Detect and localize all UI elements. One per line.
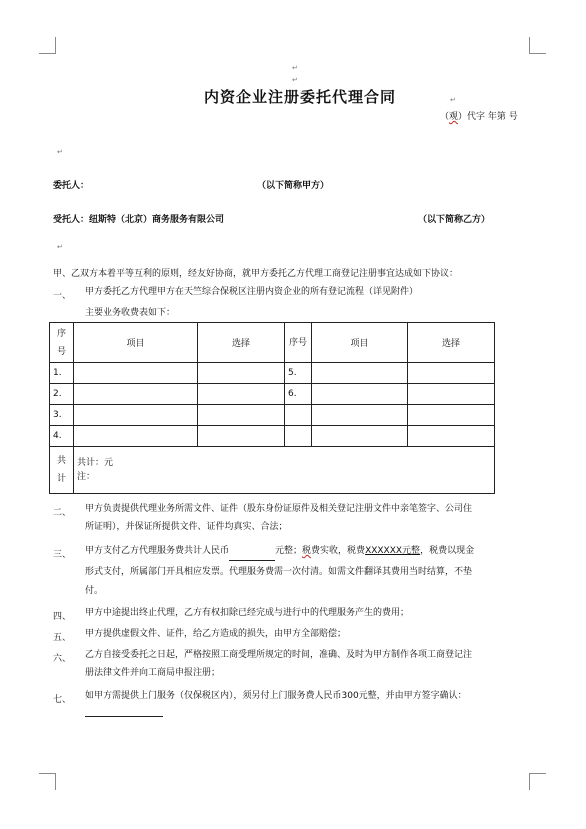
table-row (50, 384, 495, 405)
table-row (50, 363, 495, 384)
clause-2-line-1: 甲方负责提供代理业务所需文件、证件（股东身份证原件及相关登记注册文件中亲笔签字、公司住 (85, 504, 473, 514)
clause-2-line-2: 所证明），并保证所提供文件、证件均真实、合法； (85, 522, 288, 532)
clause-6-line-2: 册法律文件并向工商局申报注册； (85, 668, 221, 678)
item-cell[interactable] (74, 405, 198, 426)
clause-4-text: 甲方中途提出终止代理，乙方有权扣除已经完成与进行中的代理服务产生的费用； (85, 608, 410, 618)
header-seq: 序号 (50, 323, 74, 363)
paragraph-mark: ↵ (57, 148, 63, 156)
page-corner-top-right (529, 37, 546, 54)
service-fee-blank[interactable] (229, 542, 275, 561)
clause-number: 三、 (53, 550, 72, 560)
clause-3-fee-unit: 元整； (275, 546, 303, 556)
select-cell[interactable] (198, 426, 285, 447)
select-cell[interactable] (198, 363, 285, 384)
clause-3-line-2: 形式支付，所属部门开具相应发票。代理服务费需一次付清。如需文件翻译其费用当时结算，不垫 (85, 567, 473, 577)
principal-label: 委托人： (53, 181, 90, 191)
table-total-row (50, 447, 495, 494)
item-cell[interactable] (312, 405, 408, 426)
table-row (50, 426, 495, 447)
table-row (50, 405, 495, 426)
fee-table (49, 322, 495, 494)
header-item: 项目 (74, 323, 198, 363)
agent-label: 受托人：纽斯特（北京）商务服务有限公司 (53, 215, 225, 225)
paragraph-mark: ↵ (57, 243, 63, 251)
row-seq (285, 426, 312, 447)
agent-alias: （以下简称乙方） (418, 215, 491, 225)
header-select: 选择 (198, 323, 285, 363)
clause-3-tax-char: 税 (302, 546, 312, 556)
page-corner-bottom-left (39, 773, 56, 790)
paragraph-mark: ↵ (292, 64, 298, 72)
clause-3-line-3: 付。 (85, 586, 104, 596)
clause-number: 四、 (53, 612, 72, 622)
row-seq (285, 405, 312, 426)
clause-number: 五、 (53, 633, 72, 643)
select-cell[interactable] (198, 405, 285, 426)
row-seq: 4. (50, 426, 74, 447)
contract-reference-number (440, 109, 518, 122)
fee-table-caption: 主要业务收费表如下： (85, 308, 176, 318)
select-cell[interactable] (408, 363, 495, 384)
clause-number: 一、 (53, 291, 72, 301)
row-seq: 1. (50, 363, 74, 384)
total-cell[interactable] (74, 447, 495, 494)
clause-5-text: 甲方提供虚假文件、证件，给乙方造成的损失，由甲方全部赔偿； (85, 629, 347, 639)
ref-mark: 观 (449, 112, 459, 122)
clause-3-fee-text: 甲方支付乙方代理服务费共计人民币 (85, 546, 230, 556)
ref-prefix: （ (440, 112, 450, 122)
select-cell[interactable] (408, 405, 495, 426)
item-cell[interactable] (312, 384, 408, 405)
clause-6-line-1: 乙方自接受委托之日起，严格按照工商受理所规定的时间，准确、及时为甲方制作各项工商登记注 (85, 650, 473, 660)
item-cell[interactable] (74, 384, 198, 405)
page-corner-bottom-right (529, 773, 546, 790)
header-select: 选择 (408, 323, 495, 363)
item-cell[interactable] (74, 363, 198, 384)
signature-line[interactable] (85, 716, 163, 717)
agreement-intro: 甲、乙双方本着平等互利的原则，经友好协商，就甲方委托乙方代理工商登记注册事宜达成如下协议： (53, 269, 459, 279)
clause-3-tax-text: 费实收，税费 (311, 546, 366, 556)
row-seq: 2. (50, 384, 74, 405)
select-cell[interactable] (408, 426, 495, 447)
table-header-row (50, 323, 495, 363)
row-seq: 6. (285, 384, 312, 405)
clause-number: 六、 (53, 654, 72, 664)
total-note: 注： (77, 472, 96, 482)
item-cell[interactable] (312, 426, 408, 447)
item-cell[interactable] (74, 426, 198, 447)
paragraph-mark: ↵ (292, 76, 298, 84)
clause-1-text: 甲方委托乙方代理甲方在天竺综合保税区注册内资企业的所有登记流程（详见附件） (85, 287, 419, 297)
item-cell[interactable] (312, 363, 408, 384)
clause-number: 七、 (53, 695, 72, 705)
paragraph-mark: ↵ (450, 96, 456, 104)
total-label: 共计 (50, 447, 74, 494)
row-seq: 5. (285, 363, 312, 384)
clause-number: 二、 (53, 508, 72, 518)
clause-3-line-1 (85, 542, 535, 561)
header-seq: 序号 (285, 323, 312, 363)
tax-amount: XXXXXX元整 (365, 546, 421, 556)
ref-rest: ）代字 年第 号 (458, 112, 518, 122)
select-cell[interactable] (198, 384, 285, 405)
clause-7-text: 如甲方需提供上门服务（仅保税区内），须另付上门服务费人民币300元整，并由甲方签字确认： (85, 691, 467, 701)
header-item: 项目 (312, 323, 408, 363)
clause-3-tax-cash: ，税费以现金 (420, 546, 475, 556)
principal-alias: （以下简称甲方） (257, 181, 330, 191)
page-corner-top-left (39, 37, 56, 54)
row-seq: 3. (50, 405, 74, 426)
total-amount: 共计：元 (77, 458, 114, 468)
document-title: 内资企业注册委托代理合同 (203, 88, 396, 106)
select-cell[interactable] (408, 384, 495, 405)
